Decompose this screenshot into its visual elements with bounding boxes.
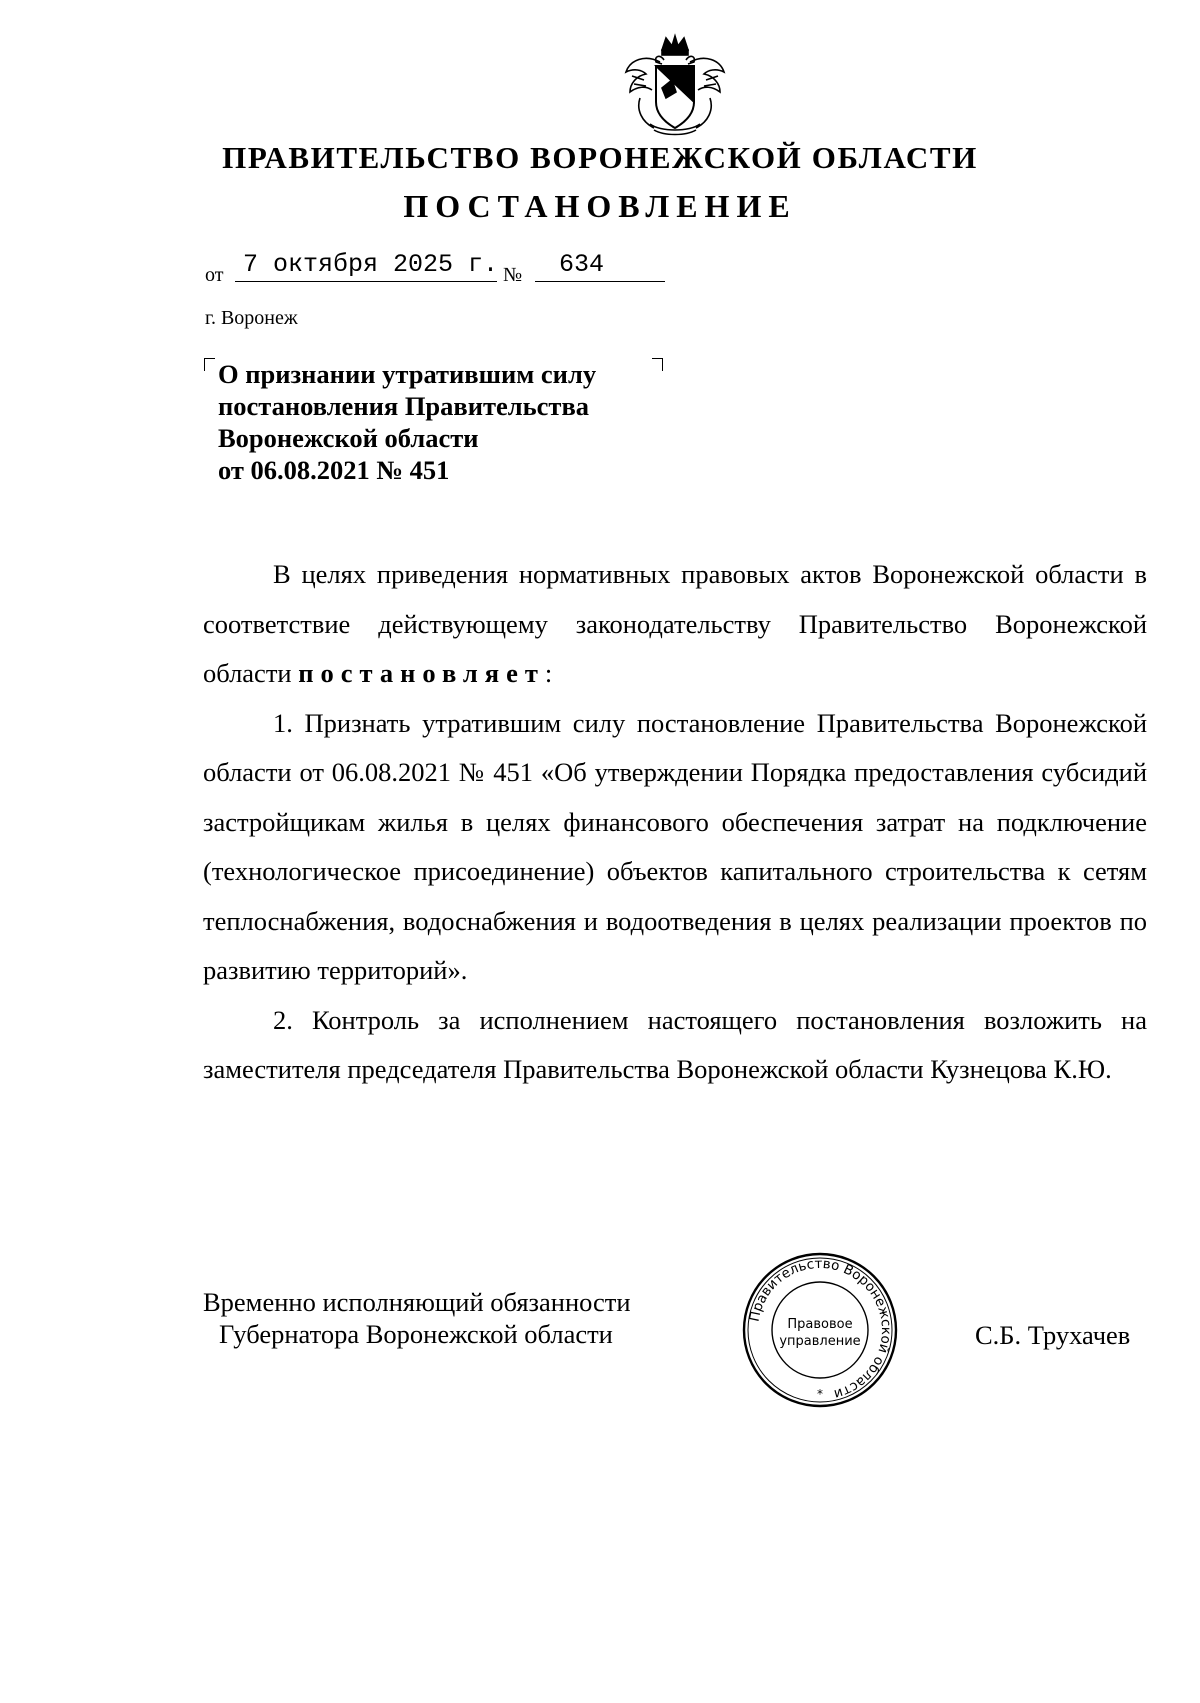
- subject-line: постановления Правительства: [218, 391, 589, 421]
- date-label: от: [205, 264, 224, 286]
- stamp-center-line: управление: [779, 1334, 861, 1349]
- subject-line: Воронежской области: [218, 423, 479, 453]
- document-number: 634: [535, 250, 665, 282]
- document-body: [203, 550, 1147, 1095]
- subject-bracket-left: [204, 358, 215, 371]
- coat-of-arms-icon: [620, 32, 730, 142]
- stamp-ring-text: Правительство Воронежской области: [746, 1255, 895, 1403]
- signer-position-line: Губернатора Воронежской области: [219, 1319, 613, 1349]
- subject-line: О признании утратившим силу: [218, 359, 597, 389]
- document-meta-row: [205, 250, 685, 290]
- number-label: №: [503, 264, 523, 286]
- document-type-title: ПОСТАНОВЛЕНИЕ: [403, 188, 797, 224]
- signer-name: С.Б. Трухачев: [975, 1320, 1131, 1350]
- preamble-verb: постановляет: [298, 658, 545, 688]
- signer-position: [203, 1286, 631, 1350]
- stamp-center-line: Правовое: [787, 1317, 853, 1332]
- document-date: 7 октября 2025 г.: [235, 250, 497, 282]
- preamble-colon: :: [544, 658, 553, 688]
- official-stamp: [740, 1250, 900, 1410]
- item-2-paragraph: 2. Контроль за исполнением настоящего постановления возложить на заместителя председателя Правительства Воронежской области Кузнецова К.Ю.: [203, 1004, 1147, 1084]
- preamble-paragraph: [203, 550, 1147, 699]
- subject-line: от 06.08.2021 № 451: [218, 455, 450, 485]
- stamp-star: *: [817, 1387, 823, 1401]
- preamble-text: В целях приведения нормативных правовых актов Воронежской области в соответствие действующему законодательству Правительство Воронежской области: [203, 559, 1147, 688]
- organization-title: ПРАВИТЕЛЬСТВО ВОРОНЕЖСКОЙ ОБЛАСТИ: [222, 140, 978, 175]
- item-1-paragraph: 1. Признать утратившим силу постановление Правительства Воронежской области от 06.08.2021 № 451 «Об утверждении Порядка предоставления субсидий застройщикам жилья в целях финансового обеспечения затрат на подключение (технологическое присоединение) объектов капитального строительства к сетям теплоснабжения, водоснабжения и водоотведения в целях реализации проектов по развитию территорий».: [203, 707, 1147, 985]
- document-subject: [218, 358, 658, 486]
- signer-position-line: Временно исполняющий обязанности: [203, 1287, 631, 1317]
- city-label: г. Воронеж: [205, 307, 298, 329]
